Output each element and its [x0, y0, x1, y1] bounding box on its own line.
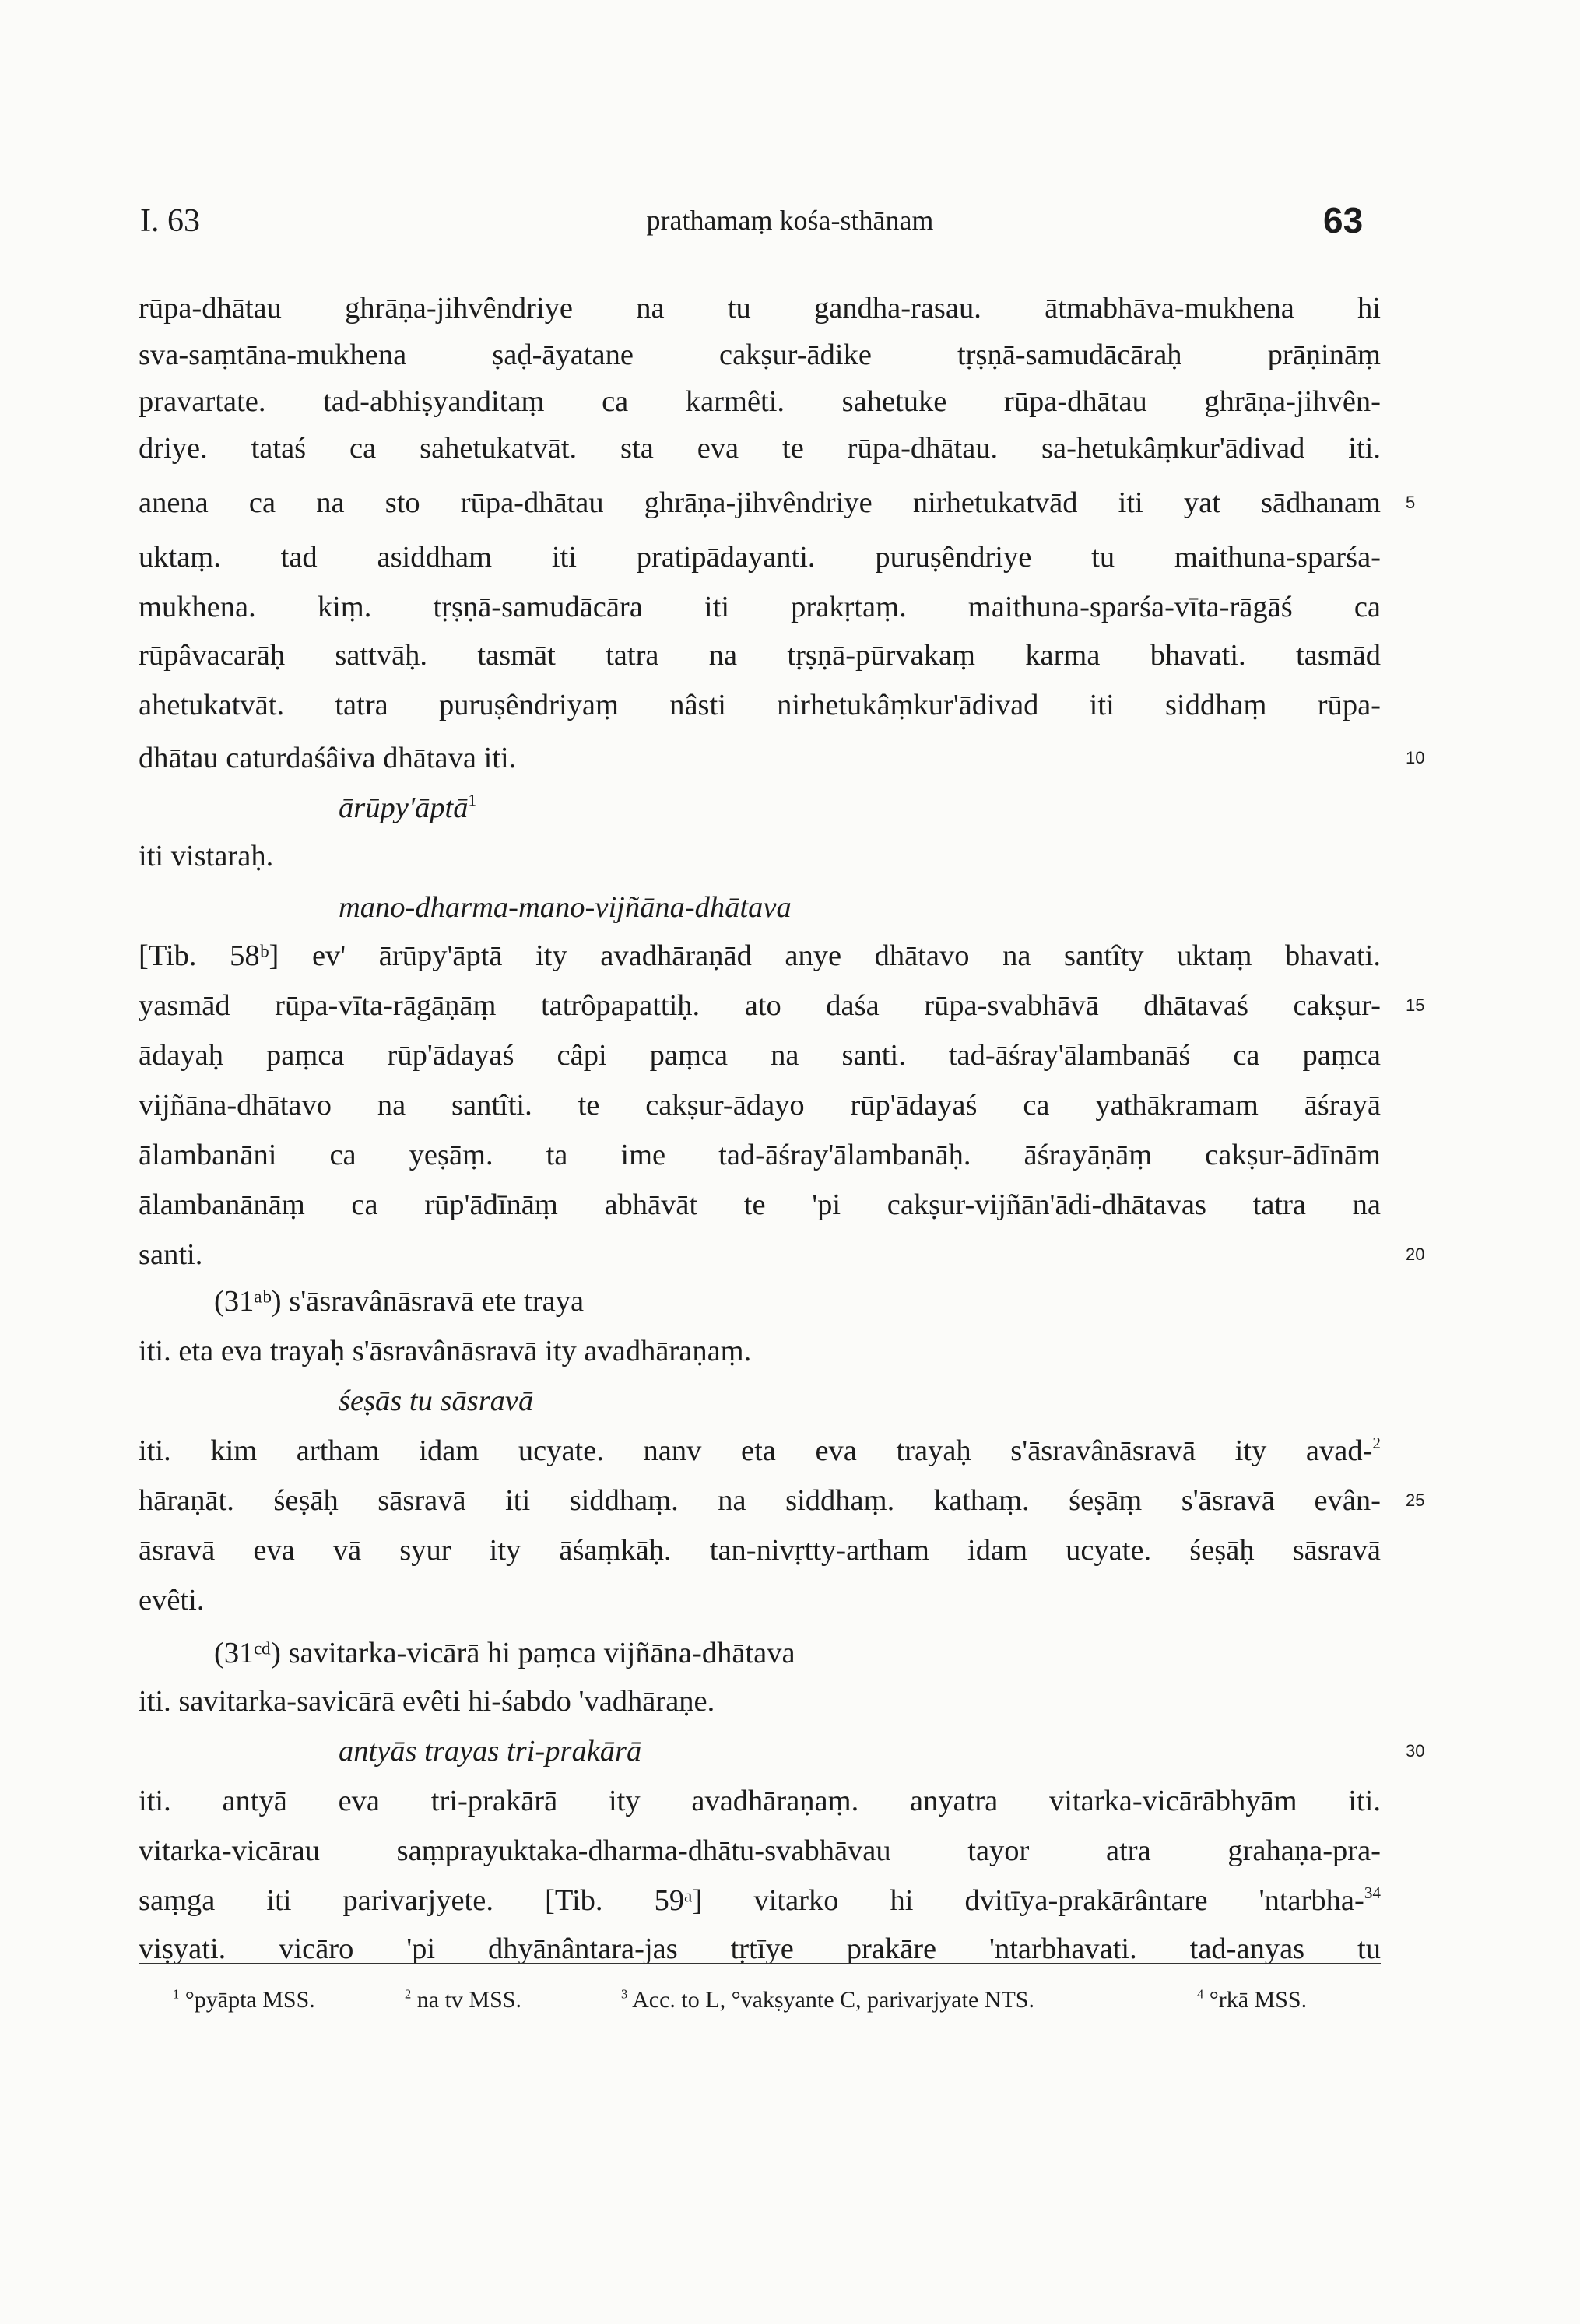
text-line: yasmād rūpa-vīta-rāgāṇāṃ tatrôpapattiḥ. ato daśa rūpa-svabhāvā dhātavaś cakṣur-	[139, 989, 1381, 1022]
footnote-divider	[139, 1963, 1381, 1964]
footnote: $^2$ na tv MSS.	[405, 1986, 521, 2013]
text-line: rūpa-dhātau ghrāṇa-jihvêndriye na tu gandha-rasau. ātmabhāva-mukhena hi	[139, 292, 1381, 325]
footnote: $^1$ °pyāpta MSS.	[173, 1986, 315, 2013]
text-line: santi.	[139, 1238, 203, 1271]
text-line: dhātau caturdaśâiva dhātava iti.	[139, 742, 517, 774]
text-line: ālambanāni ca yeṣāṃ. ta ime tad-āśray'ālambanāḥ. āśrayāṇāṃ cakṣur-ādīnām	[139, 1139, 1381, 1171]
line-number: 15	[1406, 995, 1425, 1015]
page-number: 63	[1323, 200, 1364, 240]
text-line: ādayaḥ paṃca rūp'ādayaś câpi paṃca na santi. tad-āśray'ālambanāś ca paṃca	[139, 1039, 1381, 1072]
text-line: ahetukatvāt. tatra puruṣêndriyaṃ nâsti nirhetukâṃkur'ādivad iti siddhaṃ rūpa-	[139, 689, 1381, 721]
line-number: 5	[1406, 493, 1416, 512]
text-line: driye. tataś ca sahetukatvāt. sta eva te rūpa-dhātau. sa-hetukâṃkur'ādivad iti.	[139, 432, 1381, 465]
text-line: iti. eta eva trayaḥ s'āsravânāsravā ity avadhāraṇaṃ.	[139, 1335, 752, 1367]
section-label: I. 63	[140, 203, 200, 239]
verse-line: mano-dharma-mano-vijñāna-dhātava	[339, 891, 792, 924]
text-line: iti. kim artham idam ucyate. nanv eta eva trayaḥ s'āsravânāsravā ity avad-$^2$	[139, 1434, 1381, 1467]
text-line: [Tib. 58ᵇ] ev' ārūpy'āptā ity avadhāraṇād anye dhātavo na santîty uktaṃ bhavati.	[139, 939, 1381, 972]
text-line: iti vistaraḥ.	[139, 840, 274, 872]
text-line: āsravā eva vā syur ity āśaṃkāḥ. tan-nivṛtty-artham idam ucyate. śeṣāḥ sāsravā	[139, 1534, 1381, 1567]
footnote: $^4$ °rkā MSS.	[1197, 1986, 1308, 2013]
line-number: 20	[1406, 1244, 1425, 1264]
text-line: saṃga iti parivarjyete. [Tib. 59ᵃ] vitarko hi dvitīya-prakārântare 'ntarbha-$^{34}$	[139, 1883, 1381, 1917]
text-line: sva-saṃtāna-mukhena ṣaḍ-āyatane cakṣur-ādike tṛṣṇā-samudācāraḥ prāṇināṃ	[139, 339, 1381, 371]
verse-line: (31ᶜᵈ) savitarka-vicārā hi paṃca vijñāna-dhātava	[214, 1637, 795, 1669]
text-line: vitarka-vicārau saṃprayuktaka-dharma-dhātu-svabhāvau tayor atra grahaṇa-pra-	[139, 1834, 1381, 1867]
line-number: 25	[1406, 1490, 1425, 1510]
verse-line: antyās trayas tri-prakārā	[339, 1735, 642, 1768]
text-line: hāraṇāt. śeṣāḥ sāsravā iti siddhaṃ. na siddhaṃ. kathaṃ. śeṣāṃ s'āsravā evân-	[139, 1484, 1381, 1517]
text-line: ālambanānāṃ ca rūp'ādīnāṃ abhāvāt te 'pi cakṣur-vijñān'ādi-dhātavas tatra na	[139, 1188, 1381, 1221]
line-number: 10	[1406, 748, 1425, 767]
text-line: iti. antyā eva tri-prakārā ity avadhāraṇaṃ. anyatra vitarka-vicārābhyām iti.	[139, 1785, 1381, 1817]
line-number: 30	[1406, 1741, 1425, 1761]
running-header	[0, 195, 1580, 257]
text-line: vijñāna-dhātavo na santîti. te cakṣur-ādayo rūp'ādayaś ca yathākramam āśrayā	[139, 1089, 1381, 1122]
footnote: $^3$ Acc. to L, °vakṣyante C, parivarjyate NTS.	[621, 1986, 1034, 2013]
text-line: evêti.	[139, 1584, 205, 1617]
text-line: iti. savitarka-savicārā evêti hi-śabdo 'vadhāraṇe.	[139, 1685, 715, 1718]
text-line: uktaṃ. tad asiddham iti pratipādayanti. puruṣêndriye tu maithuna-sparśa-	[139, 541, 1381, 574]
running-title: prathamaṃ kośa-sthānam	[646, 205, 934, 236]
text-line: viṣyati. vicāro 'pi dhyānântara-jas tṛtīye prakāre 'ntarbhavati. tad-anyas tu	[139, 1933, 1381, 1965]
text-line: pravartate. tad-abhiṣyanditaṃ ca karmêti. sahetuke rūpa-dhātau ghrāṇa-jihvên-	[139, 385, 1381, 418]
verse-line: śeṣās tu sāsravā	[339, 1385, 534, 1417]
text-line: anena ca na sto rūpa-dhātau ghrāṇa-jihvêndriye nirhetukatvād iti yat sādhanam	[139, 486, 1381, 519]
verse-line: (31ᵃᵇ) s'āsravânāsravā ete traya	[214, 1285, 585, 1318]
text-line: rūpâvacarāḥ sattvāḥ. tasmāt tatra na tṛṣṇā-pūrvakaṃ karma bhavati. tasmād	[139, 639, 1381, 672]
text-line: mukhena. kiṃ. tṛṣṇā-samudācāra iti prakṛtaṃ. maithuna-sparśa-vīta-rāgāś ca	[139, 591, 1381, 623]
verse-line: ārūpy'āptā$^1$	[339, 791, 477, 824]
